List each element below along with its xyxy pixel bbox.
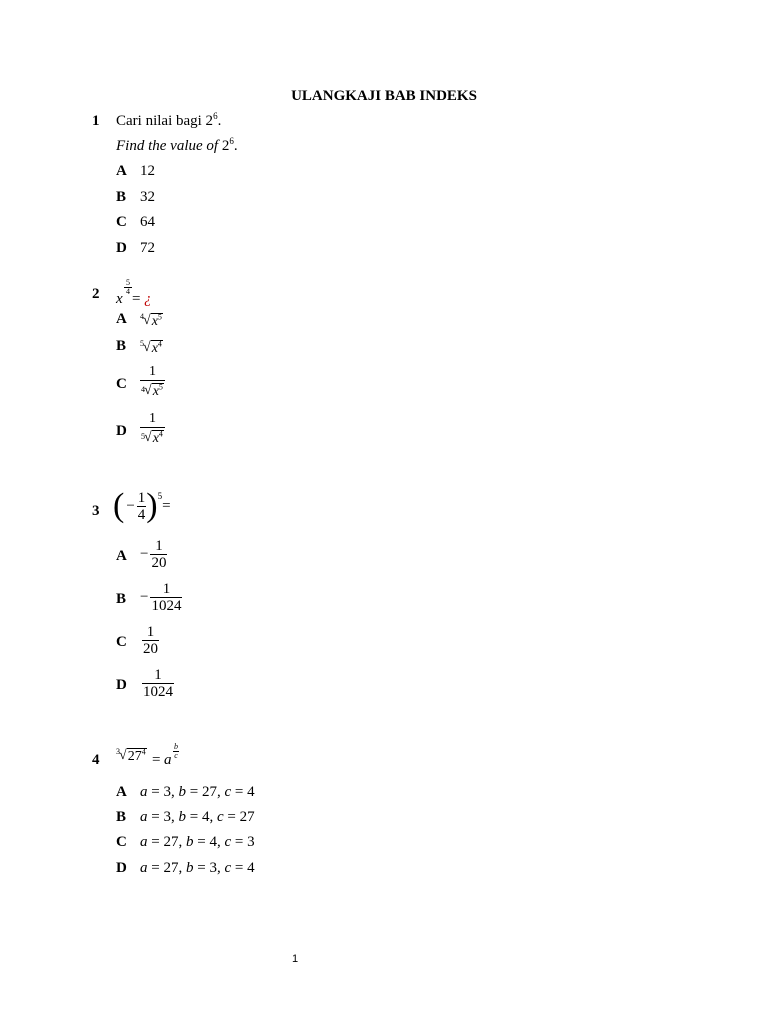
- q3-option-c-letter: C: [116, 634, 127, 650]
- q2-option-a-letter: A: [116, 311, 127, 327]
- q4-option-c-text: a = 27, b = 4, c = 3: [140, 834, 255, 850]
- q1-option-a-letter: A: [116, 163, 127, 179]
- q4-option-b-text: a = 3, b = 4, c = 27: [140, 809, 255, 825]
- page-number: 1: [291, 953, 299, 965]
- q4-option-a-text: a = 3, b = 27, c = 4: [140, 784, 255, 800]
- q1-option-c-text: 64: [140, 214, 155, 230]
- q2-option-d-letter: D: [116, 423, 127, 439]
- question-3-number: 3: [92, 503, 100, 519]
- q3-option-c-fraction: $\frac{1}{20}$: [143, 624, 158, 657]
- q4-option-d-letter: D: [116, 860, 127, 876]
- question-1-text-english: Find the value of $2^6$.: [116, 136, 238, 154]
- q3-option-d-letter: D: [116, 677, 127, 693]
- question-3-expression: ( − $\frac{1}{4}$ ) 5 =: [113, 487, 171, 524]
- question-1-number: 1: [92, 113, 100, 129]
- q2-option-c-fraction: 1 4 √ $x^5$: [141, 364, 163, 399]
- q1-option-c-letter: C: [116, 214, 127, 230]
- q3-option-d-fraction: $\frac{1}{1024}$: [143, 667, 173, 700]
- q2-option-b-letter: B: [116, 338, 127, 354]
- q3-option-a-letter: A: [116, 548, 127, 564]
- q1-option-a-text: 12: [140, 163, 155, 179]
- q3-option-b-letter: B: [116, 591, 127, 607]
- q3-option-b-fraction: − $\frac{1}{1024}$: [140, 581, 182, 614]
- q1-option-d-letter: D: [116, 240, 127, 256]
- question-4-expression: 3 √ $27^4$ = a b c: [116, 742, 178, 768]
- q4-option-a-letter: A: [116, 784, 127, 800]
- q1-option-b-text: 32: [140, 189, 155, 205]
- question-1-text-malay: Cari nilai bagi $2^6$.: [116, 111, 222, 129]
- q2-option-a-root: 4 √ $x^5$: [140, 312, 162, 329]
- q4-option-c-letter: C: [116, 834, 127, 850]
- q2-option-d-fraction: 1 5 √ $x^4$: [141, 411, 163, 446]
- question-2-number: 2: [92, 286, 100, 302]
- q4-option-b-letter: B: [116, 809, 127, 825]
- q3-option-a-fraction: − $\frac{1}{20}$: [140, 538, 167, 571]
- page-title: ULANGKAJI BAB INDEKS: [291, 88, 477, 104]
- q4-option-d-text: a = 27, b = 3, c = 4: [140, 860, 255, 876]
- q2-option-c-letter: C: [116, 376, 127, 392]
- q1-option-d-text: 72: [140, 240, 155, 256]
- q1-option-b-letter: B: [116, 189, 127, 205]
- question-4-number: 4: [92, 752, 100, 768]
- q2-option-b-root: 5 √ $x^4$: [140, 339, 162, 356]
